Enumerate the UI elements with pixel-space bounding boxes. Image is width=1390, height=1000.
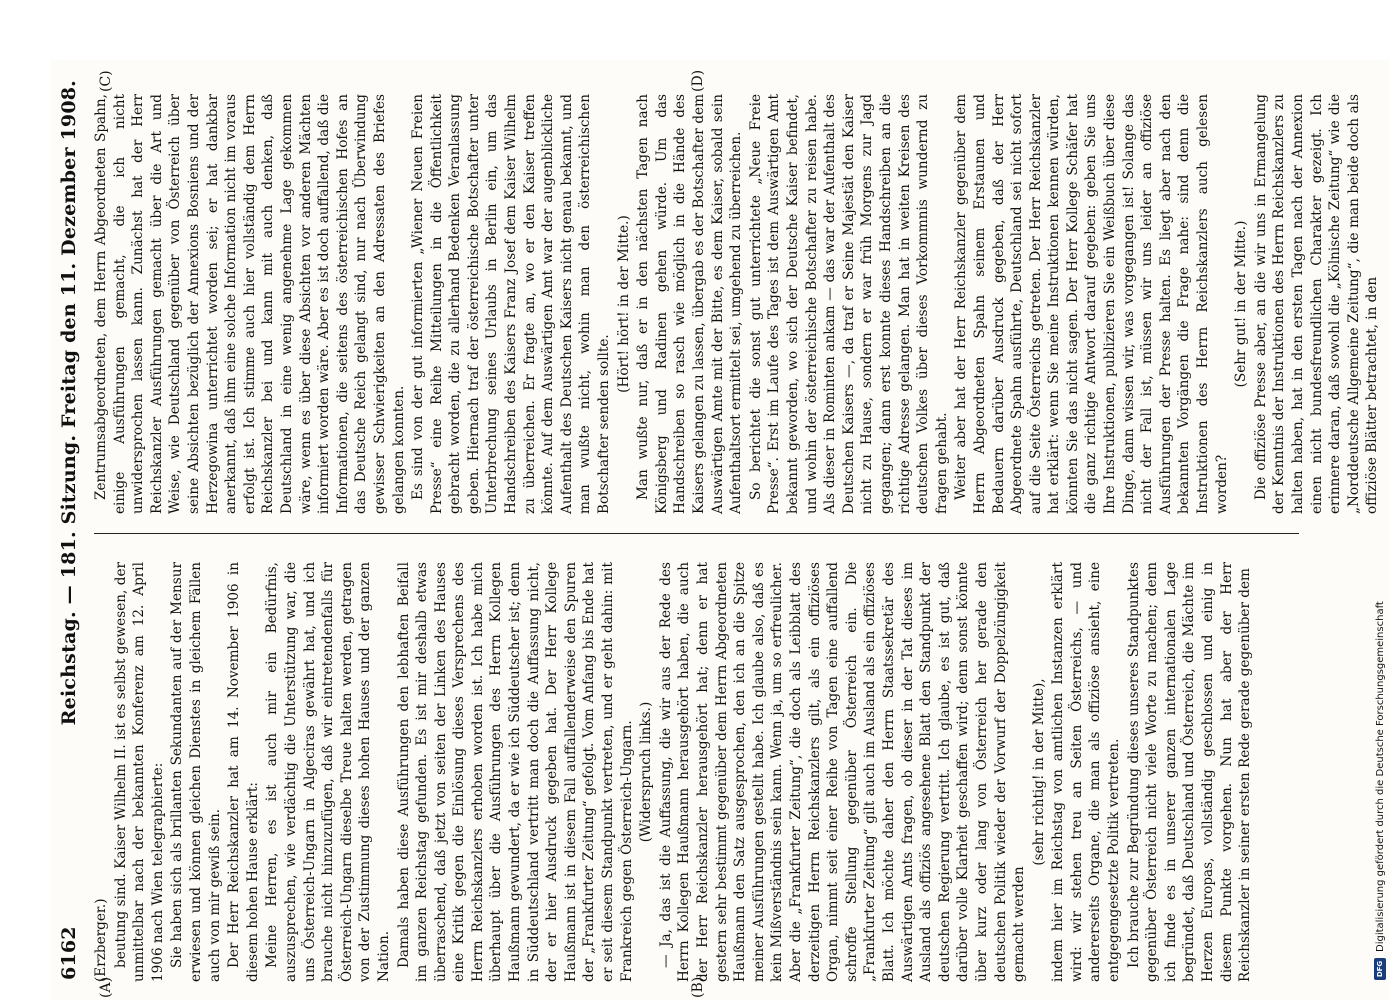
footer-credit — [1374, 80, 1386, 980]
column-divider — [94, 533, 1299, 534]
paragraph: Die offiziöse Presse aber, an die wir uns in Ermangelung der Kenntnis der Instruktionen des Herrn Reichskanzlers zu halten haben, hat in den ersten Tagen nach der Annexion einen nicht bundesfreundlichen Charakter gezeigt. Ich erinnere daran, daß sowohl die „Kölnische Zeitung“ wie die „Norddeutsche Allgemeine Zeitung“, die man beide doch als offiziöse Blätter betrachtet, in den — [1252, 94, 1381, 514]
paragraph: (Sehr gut! in der Mitte.) — [1233, 220, 1250, 388]
paragraph: Ich brauche zur Begründung dieses unseres Standpunktes gegenüber Österreich nicht viele Worte zu machen; denn ich finde es in unserer ganzen internationalen Lage begründet, daß Deutschland und Österreich, die Mächte im Herzen Europas, vollständig geschlossen und einig in diesem Punkte vorgehen. Nun hat aber der Herr Reichskanzler in seiner ersten Rede gerade gegenüber dem — [1125, 562, 1254, 982]
paragraph: So berichtet die sonst gut unterrichtete „Neue Freie Presse“. Erst im Laufe des Tages ist dem Auswärtigen Amt bekannt geworden, wo sich der Deutsche Kaiser befindet, und wohin der österreichische Botschafter zu reisen habe. Als dieser in Rominten ankam — das war der Aufenthalt des Deutschen Kaisers —, da traf er Seine Majestät den Kaiser nicht zu Hause, sondern er war früh Morgens zur Jagd gegangen; dann erst konnte dieses Handschreiben an die richtige Adresse gelangen. Man hat in weiten Kreisen des deutschen Volkes über dieses Vorkommnis wundernd zu fragen gehabt. — [747, 94, 950, 514]
paragraph: Meine Herren, es ist auch mir ein Bedürfnis, auszusprechen, wie verdächtig die Unterstützung war, die uns Österreich-Ungarn in Algeciras gewährt hat, und ich brauche nicht hinzuzufügen, daß wir eintretendenfalls für Österreich-Ungarn dieselbe Treue halten werden, getragen von der Zustimmung dieses hohen Hauses und der ganzen Nation. — [264, 562, 392, 982]
margin-marker-b: (B) — [690, 976, 706, 998]
paragraph: indem hier im Reichstag von amtlichen Instanzen erklärt wird: wir stehen treu an Seiten Österreichs, — und andererseits Organe, die man als offiziöse ansieht, eine entgegengesetzte Politik vertreten. — [1050, 562, 1123, 982]
paragraph: — Ja, das ist die Auffassung, die wir aus der Rede des Herrn Kollegen Haußmann herausgehört haben, die auch der Herr Reichskanzler herausgehört hat; denn er hat gestern sehr bestimmt gegenüber dem Herrn Abgeordneten Haußmann den Satz ausgesprochen, den ich an die Spitze meiner Ausführungen gestellt habe. Ich glaube also, daß es kein Mißverständnis sein kann. Wenn ja, um so erfreulicher. Aber die „Frankfurter Zeitung“, die doch als Leibblatt des derzeitigen Herrn Reichskanzlers gilt, als ein offiziöses Organ, nimmt seit einer Reihe von Tagen eine auffallend schroffe Stellung gegenüber Österreich ein. Die „Frankfurter Zeitung“ gilt auch im Ausland als ein offiziöses Blatt. Ich möchte daher den Herrn Staatssekretär des Auswärtigen Amts fragen, ob dieser in der Tat dieses im Ausland als offiziös angesehene Blatt den Standpunkt der deutschen Regierung vertritt. Ich glaube, es ist gut, daß darüber volle Klarheit geschaffen wird; denn sonst könnte über kurz oder lang von Österreich her gerade den deutschen Politik wieder der Vorwurf der Doppelzüngigkeit gemacht werden — [657, 562, 1028, 982]
paragraph: (Widerspruch links.) — [638, 701, 655, 843]
paragraph: Man wußte nur, daß er in den nächsten Tagen nach Königsberg und Radinen gehen würde. Um das Handschreiben so rasch wie möglich in die Hände des Kaisers gelangen zu lassen, übergab es der Botschafter dem Auswärtigen Amte mit der Bitte, es dem Kaiser, sobald sein Aufenthaltsort ermittelt sei, umgehend zu überreichen. — [635, 94, 745, 514]
paragraph: Der Herr Reichskanzler hat am 14. November 1906 in diesem hohen Hause erklärt: — [226, 562, 261, 982]
margin-marker-c: (C) — [98, 70, 114, 92]
dfg-logo: DFG — [1374, 958, 1386, 980]
paragraph: (sehr richtig! in der Mitte), — [1030, 678, 1047, 866]
page-header — [58, 80, 92, 980]
paragraph: (Hört! hört! in der Mitte.) — [615, 215, 632, 393]
left-column — [92, 562, 1302, 982]
page-number: 6162 — [58, 926, 80, 980]
paragraph: Sie haben sich als brillanten Sekundanten auf der Mensur erwiesen und können gleichen Dienstes in gleichem Fällen auch von mir gewiß sein. — [169, 562, 223, 982]
credit-text: Digitalisierung gefördert durch die Deutsche Forschungsgemeinschaft — [1374, 601, 1386, 952]
paragraph: Zentrumsabgeordneten, dem Herrn Abgeordneten Spahn, einige Ausführungen gemacht, die ich nicht unwidersprochen lassen kann. Zunächst hat der Herr Reichskanzler Ausführungen gemacht über die Art und Weise, wie Deutschland gegenüber von Österreich über seine Absichten bezüglich der Annexions Bosniens und der Herzegowina unterrichtet worden sei; er hat dankbar anerkannt, daß ihm eine solche Information nicht im voraus erfolgt ist. Ich stimme auch hier vollständig dem Herrn Reichskanzler bei und kann mit auch denken, daß Deutschland in eine wenig angenehme Lage gekommen wäre, wenn es über diese Absichten vor anderen Mächten informiert worden wäre. Aber es ist doch auffallend, daß die Informationen, die seitens des österreichischen Hofes an das Deutsche Reich gelangt sind, nur nach Überwindung gewisser Schwierigkeiten an den Adressaten des Briefes gelangen konnten. — [93, 94, 407, 514]
page-title: Reichstag. — 181. Sitzung. Freitag den 11. Dezember 1908. — [58, 80, 80, 726]
paragraph: Es sind von der gut informierten „Wiener Neuen Freien Presse“ eine Reihe Mitteilungen in die Öffentlichkeit gebracht worden, die zu allerhand Bedenken Veranlassung geben. Hiernach traf der österreichische Botschafter unter Unterbrechung seines Urlaubs in Berlin ein, um das Handschreiben des Kaisers Franz Josef dem Kaiser Wilhelm zu überreichen. Er fragte an, wo er den Kaiser treffen könnte. Auf dem Auswärtigen Amt war der augenblickliche Aufenthalt des Deutschen Kaisers nicht genau bekannt, und man wußte nicht, wohin man den österreichischen Botschafter senden sollte. — [410, 94, 613, 514]
margin-marker-a: (A) — [98, 976, 114, 998]
paragraph: beutung sind. Kaiser Wilhelm II. ist es selbst gewesen, der unmittelbar nach der bekannten Konferenz am 12. April 1906 nach Wien telegraphierte: — [112, 562, 166, 982]
right-column — [92, 94, 1381, 514]
paragraph: Damals haben diese Ausführungen den lebhaften Beifall im ganzen Reichstag gefunden. Es ist mir deshalb etwas überraschend, daß jetzt von seiten der Linken des Hauses eine Kritik gegen die Einlösung dieses Versprechens des Herrn Reichskanzlers erhoben worden ist. Ich habe mich überhaupt über die Ausführungen des Herrn Kollegen Haußmann gewundert, da er wie ich Süddeutscher ist; denn in Süddeutschland vertritt man doch die Auffassung nicht, der er hier Ausdruck gegeben hat. Der Herr Kollege Haußmann ist in diesem Fall auffallenderweise den Spuren der „Frankfurter Zeitung“ gefolgt. Vom Anfang bis Ende hat er seit diesem Standpunkt vertreten, und er geht dahin: mit Frankreich gegen Österreich-Ungarn. — [395, 562, 635, 982]
rotated-page — [50, 60, 1390, 1000]
paragraph: (Erzberger.) — [93, 898, 109, 982]
paragraph: Weiter aber hat der Herr Reichskanzler gegenüber dem Herrn Abgeordneten Spahn seinem Erstaunen und Bedauern darüber Ausdruck gegeben, daß der Herr Abgeordnete Spahn ausführte, Deutschland sei nicht sofort auf die Seite Österreichs getreten. Der Herr Reichskanzler hat erklärt: wenn Sie meine Instruktionen kennen würden, könnten Sie das nicht sagen. Der Herr Kollege Schäfer hat die ganz richtige Antwort darauf gegeben: geben Sie uns Ihre Instruktionen, publizieren Sie ein Weißbuch über diese Dinge, dann wissen wir, was vorgegangen ist! Solange das nicht der Fall ist, müssen wir uns leider an offiziöse Ausführungen der Presse halten. Es liegt aber nach den bekannten Vorgängen die Frage nahe: sind denn die Instruktionen des Herrn Reichskanzlers auch gelesen worden? — [953, 94, 1230, 514]
margin-marker-d: (D) — [690, 69, 706, 92]
